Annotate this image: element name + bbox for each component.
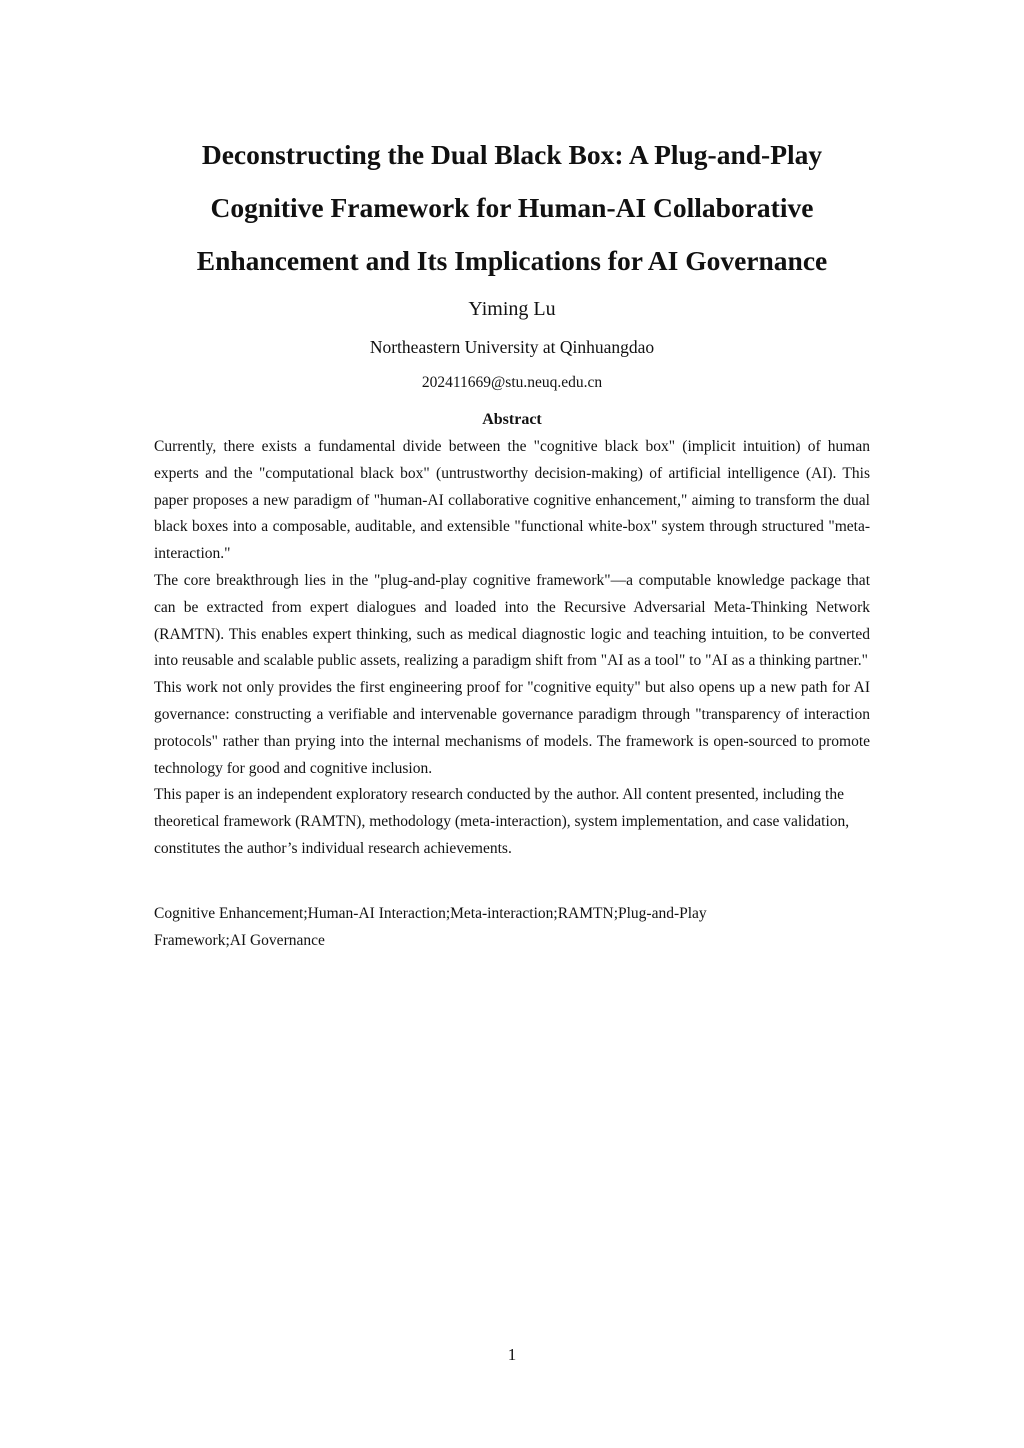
abstract-paragraph: This paper is an independent exploratory research conducted by the author. All content presented, including the theoretical framework (RAMTN), methodology (meta-interaction), system implementation, and case validation, constitutes the author’s individual research achievements. [154,786,850,857]
author-email: 202411669@stu.neuq.edu.cn [421,374,603,391]
abstract-paragraph: Currently, there exists a fundamental divide between the "cognitive black box" (implicit intuition) of human experts and the "computational black box" (untrustworthy decision-making) of artificial intelligence (AI). This paper proposes a new paradigm of "human-AI collaborative cognitive enhancement," aiming to transform the dual black boxes into a composable, auditable, and extensible "functional white-box" system through structured "meta-interaction." [154,438,870,563]
page-number: 1 [507,1345,517,1364]
title-line: Cognitive Framework for Human-AI Collaborative [210,192,814,223]
abstract-body [154,434,870,863]
keywords: Cognitive Enhancement;Human-AI Interaction;Meta-interaction;RAMTN;Plug-and-Play Framework;AI Governance [154,905,707,949]
abstract-heading: Abstract [482,411,542,428]
title-line: Deconstructing the Dual Black Box: A Plug-and-Play [201,139,823,170]
author-name: Yiming Lu [468,298,556,320]
title-line: Enhancement and Its Implications for AI Governance [196,245,828,276]
paper-title [140,128,884,287]
author-affiliation: Northeastern University at Qinhuangdao [369,337,655,357]
abstract-paragraph: This work not only provides the first engineering proof for "cognitive equity" but also opens up a new path for AI governance: constructing a verifiable and intervenable governance paradigm through "transparency of interaction protocols" rather than prying into the internal mechanisms of models. The framework is open-sourced to promote technology for good and cognitive inclusion. [154,679,870,777]
abstract-paragraph: The core breakthrough lies in the "plug-and-play cognitive framework"—a computable knowledge package that can be extracted from expert dialogues and loaded into the Recursive Adversarial Meta-Thinking Network (RAMTN). This enables expert thinking, such as medical diagnostic logic and teaching intuition, to be converted into reusable and scalable public assets, realizing a paradigm shift from "AI as a tool" to "AI as a thinking partner." [154,571,870,670]
